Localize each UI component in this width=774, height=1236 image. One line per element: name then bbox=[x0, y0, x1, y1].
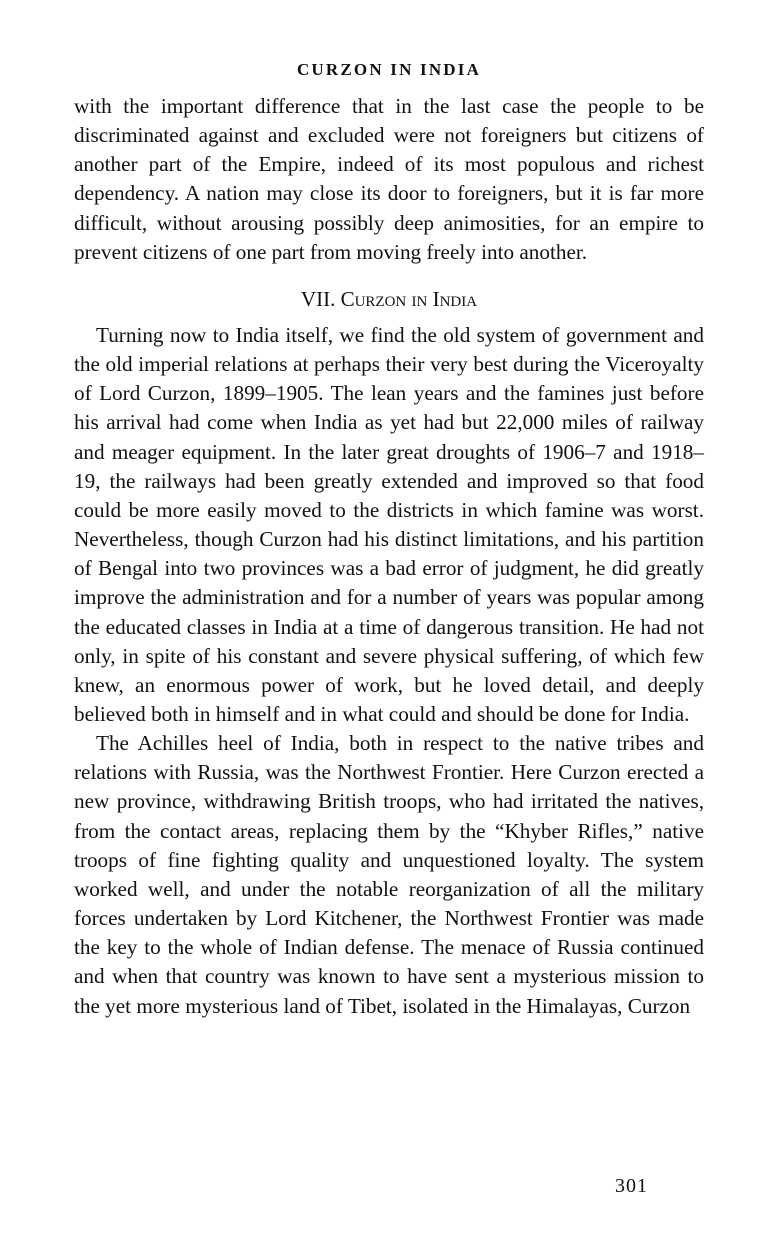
body-paragraph: The Achilles heel of India, both in respect to the native tribes and relations with Russia, was the Northwest Frontier. Here Curzon erected a new province, withdrawing British troops, who had irritated the natives, from the contact areas, replacing them by the “Khyber Rifles,” native troops of fine fighting quality and unquestioned loyalty. The system worked well, and under the notable reorganization of all the military forces undertaken by Lord Kitchener, the Northwest Frontier was made the key to the whole of Indian defense. The menace of Russia continued and when that country was known to have sent a mysterious mission to the yet more mysterious land of Tibet, isolated in the Himalayas, Curzon bbox=[74, 731, 704, 1018]
section-heading bbox=[74, 285, 704, 313]
body-paragraph: Turning now to India itself, we find the old system of government and the old imperial relations at perhaps their very best during the Viceroyalty of Lord Curzon, 1899–1905. The lean years and the famines just before his arrival had come when India as yet had but 22,000 miles of railway and meager equipment. In the later great droughts of 1906–7 and 1918–19, the railways had been greatly extended and improved so that food could be more easily moved to the districts in which famine was worst. Nevertheless, though Curzon had his distinct limitations, and his partition of Bengal into two provinces was a bad error of judgment, he did greatly improve the administration and for a number of years was popular among the educated classes in India at a time of dangerous transition. He had not only, in spite of his constant and severe physical suffering, of which few knew, an enormous power of work, but he loved detail, and deeply believed both in himself and in what could and should be done for India. bbox=[74, 322, 704, 726]
page-number: 301 bbox=[615, 1175, 648, 1197]
section-number: VII. bbox=[300, 286, 336, 311]
running-head: CURZON IN INDIA bbox=[296, 60, 482, 79]
opening-paragraph: with the important difference that in the last case the people to be discriminated against and excluded were not foreigners but citizens of another part of the Empire, indeed of its most populous and richest dependency. A nation may close its door to foreigners, but it is far more difficult, without arousing possibly deep animosities, for an empire to prevent citizens of one part from moving freely into another. bbox=[74, 94, 704, 264]
page-body bbox=[74, 58, 704, 1021]
section-title: Curzon in India bbox=[340, 286, 478, 311]
